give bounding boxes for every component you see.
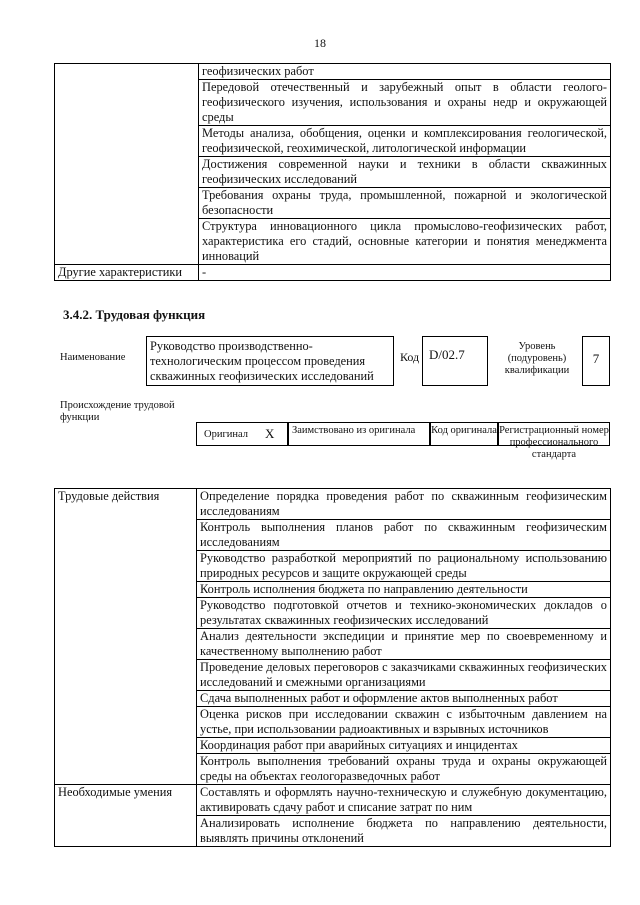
- table-row: [55, 64, 611, 80]
- code-label: Код: [400, 350, 420, 364]
- labor-action: Руководство подготовкой отчетов и технико-экономических докладов о результатах скважинных геофизических исследований: [197, 598, 611, 629]
- table-row: [55, 785, 611, 816]
- required-skill: Составлять и оформлять научно-техническую и служебную документацию, активировать сдачу работ и списание затрат по ним: [197, 785, 611, 816]
- labor-action: Контроль исполнения бюджета по направлению деятельности: [197, 582, 611, 598]
- level-label: Уровень (подуровень) квалификации: [504, 341, 570, 376]
- function-table: [54, 488, 611, 847]
- level-value: 7: [582, 336, 610, 386]
- knowledge-table: [54, 63, 611, 281]
- knowledge-item: Структура инновационного цикла промыслово-геофизических работ, характеристика его стадий, основные категории и понятия менеджмента инноваций: [199, 219, 611, 265]
- knowledge-item: геофизических работ: [199, 64, 611, 80]
- section-title: 3.4.2. Трудовая функция: [63, 307, 206, 322]
- knowledge-item: Методы анализа, обобщения, оценки и комплексирования геологической, геофизической, геохимической, литологической информации: [199, 126, 611, 157]
- labor-action: Контроль выполнения планов работ по скважинным геофизическим исследованиям: [197, 520, 611, 551]
- code-value: D/02.7: [422, 336, 488, 386]
- knowledge-item: Передовой отечественный и зарубежный опыт в области геолого-геофизического изучения, использования и охраны недр и окружающей среды: [199, 80, 611, 126]
- labor-action: Определение порядка проведения работ по скважинным геофизическим исследованиям: [197, 489, 611, 520]
- required-skills-label: Необходимые умения: [55, 785, 197, 847]
- origin-label: Происхождение трудовой функции: [60, 400, 175, 423]
- registration-caption: Регистрационный номер профессионального стандарта: [499, 425, 609, 460]
- original-label: Оригинал: [204, 429, 248, 440]
- borrowed-box: Заимствовано из оригинала: [288, 422, 430, 446]
- labor-action: Сдача выполненных работ и оформление актов выполненных работ: [197, 691, 611, 707]
- labor-action: Контроль выполнения требований охраны труда и охраны окружающей среды на объектах геологоразведочных работ: [197, 754, 611, 785]
- other-characteristics-value: -: [199, 265, 611, 281]
- labor-action: Руководство разработкой мероприятий по рациональному использованию природных ресурсов и защите окружающей среды: [197, 551, 611, 582]
- knowledge-item: Достижения современной науки и техники в области скважинных геофизических исследований: [199, 157, 611, 188]
- original-box: [196, 422, 288, 446]
- code-caption: Код оригинала: [431, 425, 497, 436]
- labor-actions-label: Трудовые действия: [55, 489, 197, 785]
- labor-action: Проведение деловых переговоров с заказчиками скважинных геофизических исследований и смежными организациями: [197, 660, 611, 691]
- table-row: [55, 489, 611, 520]
- original-mark: X: [265, 426, 275, 441]
- knowledge-left-cell: [55, 64, 199, 265]
- table-row: [55, 265, 611, 281]
- labor-action: Анализ деятельности экспедиции и принятие мер по своевременному и качественному выполнению работ: [197, 629, 611, 660]
- other-characteristics-label: Другие характеристики: [55, 265, 199, 281]
- labor-action: Координация работ при аварийных ситуациях и инцидентах: [197, 738, 611, 754]
- name-label: Наименование: [60, 352, 126, 363]
- function-name: Руководство производственно-технологическим процессом проведения скважинных геофизических исследований: [146, 336, 394, 386]
- labor-action: Оценка рисков при исследовании скважин с избыточным давлением на устье, при использовании радиоактивных и взрывных источников: [197, 707, 611, 738]
- required-skill: Анализировать исполнение бюджета по направлению деятельности, выявлять причины отклонений: [197, 816, 611, 847]
- page-number: 18: [314, 36, 326, 50]
- knowledge-item: Требования охраны труда, промышленной, пожарной и экологической безопасности: [199, 188, 611, 219]
